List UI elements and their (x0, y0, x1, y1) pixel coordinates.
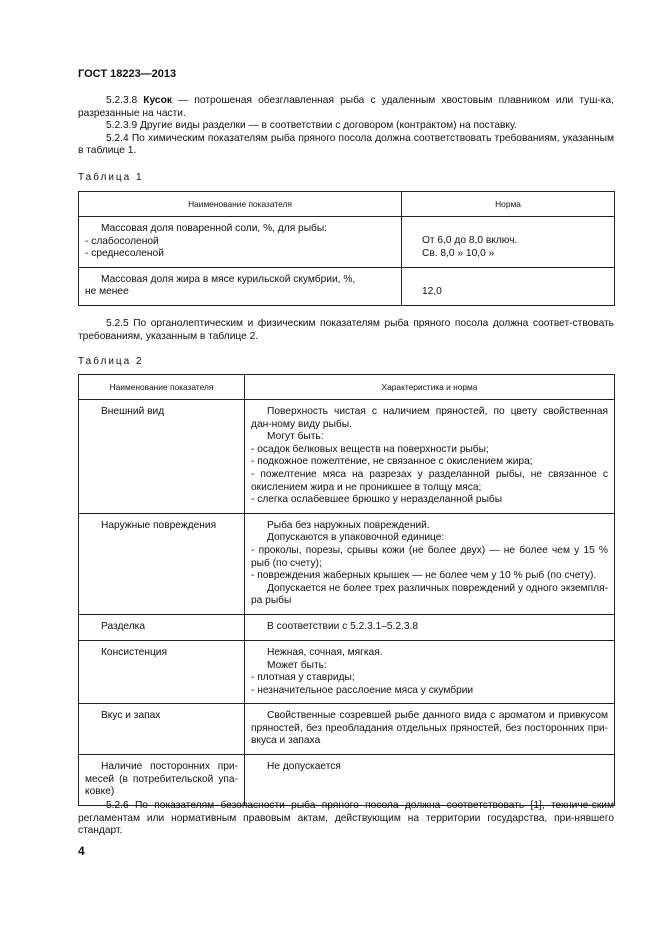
row-text: В соответствии с 5.2.3.1–5.2.3.8 (267, 620, 419, 632)
paragraph-5-2-6: 5.2.6 По показателям безопасности рыба пряного посола должна соответствовать [1], техниче-ским регламентам или нормативным правовым актам, действующим на территории государства, при-нявшего стандарт. (78, 800, 614, 837)
row-text: Допускаются в упаковочной единице: (267, 532, 445, 544)
table1-cell-name (79, 267, 402, 305)
table2-cell-name (79, 513, 245, 614)
row-name: Наружные повреждения (101, 519, 217, 531)
row-value: Св. 8,0 » 10,0 » (422, 247, 495, 259)
row-text: Рыба без наружных повреждений. (267, 519, 430, 531)
row-name: Внешний вид (101, 406, 165, 417)
table2-cell-value (245, 704, 615, 755)
row-text: Свойственные созревшей рыбе данного вида с ароматом и привкусом пряностей, без преобладания отдельных пряностей, без посторонних при-вкуса и запаха (251, 710, 608, 747)
document-header: ГОСТ 18223—2013 (78, 68, 177, 80)
row-name: Вкус и запах (101, 710, 161, 722)
table2-header-name: Наименование показателя (79, 375, 245, 400)
row-name: Наличие посторонних при-месей (в потребительской упа-ковке) (85, 761, 238, 798)
paragraph-5-2-5-wrap (78, 318, 614, 343)
table1-cell-norm (402, 267, 615, 305)
row-text: Массовая доля поваренной соли, %, для рыбы: (101, 223, 328, 234)
table-row (79, 267, 615, 305)
row-text: - подкожное пожелтение, не связанное с окислением жира; (251, 456, 533, 468)
row-name: Консистенция (101, 646, 167, 658)
paragraph-5-2-3-9: 5.2.3.9 Другие виды разделки — в соответствии с договором (контрактом) на поставку. (106, 120, 517, 132)
row-value: От 6,0 до 8,0 включ. (422, 235, 518, 246)
table-row (79, 755, 615, 806)
table2-cell-name (79, 704, 245, 755)
table-row (79, 704, 615, 755)
page-number: 4 (78, 844, 85, 858)
row-text: - пожелтение мяса на разрезах у разделанной рыбы, не связанное с окислением жира и не проникшее в толщу мяса; (251, 468, 608, 493)
row-text: Допускается не более трех различных повреждений у одного экземпля-ра рыбы (251, 582, 608, 607)
row-text: Могут быть: (267, 431, 324, 443)
table2-cell-name (79, 640, 245, 703)
table2-cell-value (245, 640, 615, 703)
intro-paragraphs (78, 95, 614, 158)
paragraph-5-2-6-wrap (78, 800, 614, 838)
table1 (78, 191, 615, 306)
clause-text: — потрошеная обезглавленная рыба с удаленным хвостовым плавником или туш-ка, разрезанные на части. (78, 95, 614, 119)
row-text: - плотная у ставриды; (251, 672, 355, 684)
table2-cell-value (245, 614, 615, 640)
row-text: - слегка ослабевшее брюшко у неразделанной рыбы (251, 494, 503, 506)
table2-header-characteristics: Характеристика и норма (245, 375, 615, 400)
clause-term: Кусок (143, 95, 172, 106)
table2-cell-name (79, 755, 245, 806)
row-text: Не допускается (267, 761, 341, 773)
row-text: Поверхность чистая с наличием пряностей, по цвету свойственная дан-ному виду рыбы. (251, 406, 608, 430)
row-text: - проколы, порезы, срывы кожи (не более двух) — не более чем у 15 % рыб (по счету); (251, 544, 608, 569)
row-text: - незначительное расслоение мяса у скумбрии (251, 684, 474, 696)
paragraph-5-2-3-8 (78, 95, 614, 120)
table1-cell-name (79, 217, 402, 268)
row-text: - среднесоленой (85, 248, 164, 260)
table2 (78, 374, 615, 806)
table-row (79, 217, 615, 268)
clause-number: 5.2.3.8 (106, 95, 144, 106)
row-text: - повреждения жаберных крышек — не более чем у 10 % рыб (по счету). (251, 570, 597, 582)
table2-cell-value (245, 755, 615, 806)
table1-caption: Таблица 1 (78, 172, 144, 183)
table-row (79, 513, 615, 614)
row-text: не менее (85, 286, 129, 298)
table2-cell-value (245, 400, 615, 514)
table1-cell-norm (402, 217, 615, 268)
table2-caption: Таблица 2 (78, 356, 144, 367)
row-text: Может быть: (267, 659, 327, 671)
table-row (79, 614, 615, 640)
table-row (79, 640, 615, 703)
row-text: Массовая доля жира в мясе курильской скумбрии, %, (101, 273, 356, 285)
row-text: - осадок белковых веществ на поверхности рыбы; (251, 443, 489, 455)
paragraph-5-2-5: 5.2.5 По органолептическим и физическим показателям рыба пряного посола должна соответ-ствовать требованиям, указанным в таблице 2. (78, 318, 614, 342)
table2-cell-name (79, 614, 245, 640)
row-name: Разделка (101, 620, 146, 632)
row-text: Нежная, сочная, мягкая. (267, 646, 383, 658)
table2-cell-name (79, 400, 245, 514)
row-value: 12,0 (422, 285, 442, 297)
paragraph-5-2-4: 5.2.4 По химическим показателям рыба пряного посола должна соответствовать требованиям, указанным в таблице 1. (78, 132, 614, 157)
table1-header-norm: Норма (402, 192, 615, 217)
table-row (79, 400, 615, 514)
row-text: - слабосоленой (85, 235, 159, 247)
table2-cell-value (245, 513, 615, 614)
table1-header-name: Наименование показателя (79, 192, 402, 217)
